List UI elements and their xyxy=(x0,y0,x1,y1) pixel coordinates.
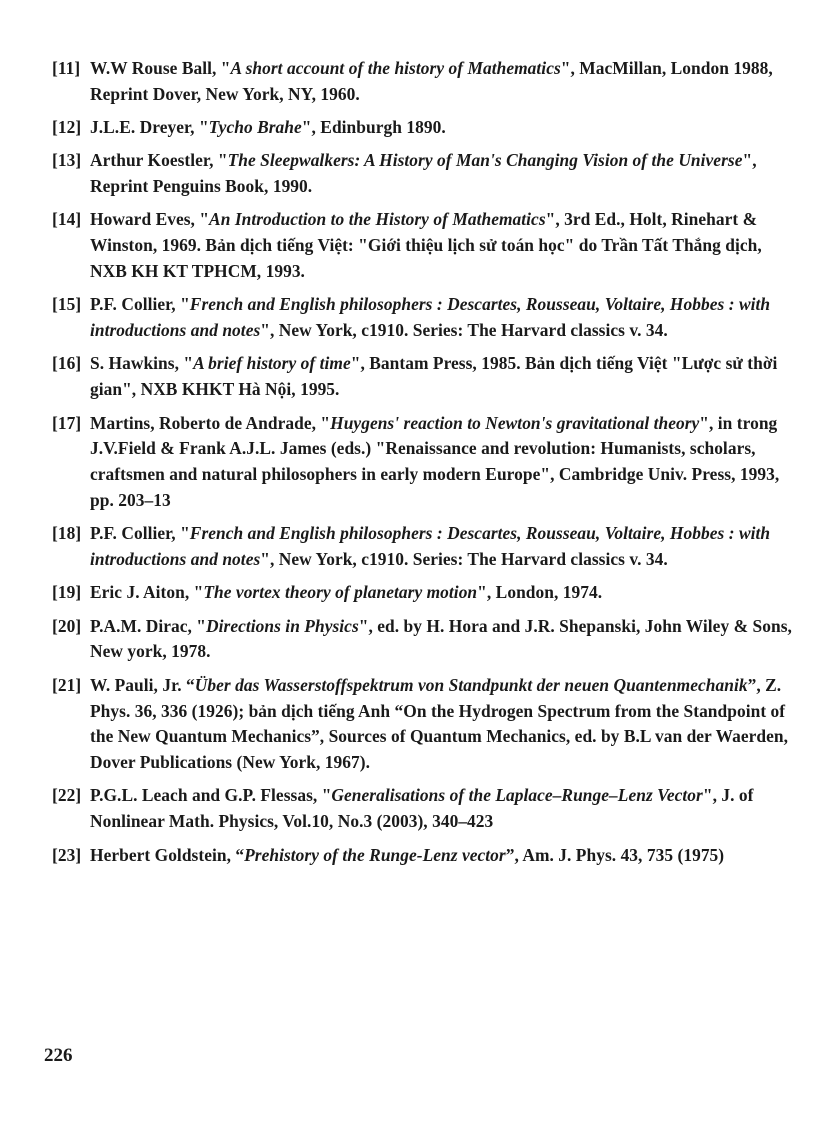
reference-title: The vortex theory of planetary motion xyxy=(203,582,478,603)
page-number: 226 xyxy=(44,1045,73,1066)
reference-item xyxy=(52,56,792,108)
reference-details: ", J. of Nonlinear Math. Physics, Vol.10, No.3 (2003), 340–423 xyxy=(90,785,754,832)
reference-number: [14] xyxy=(52,209,82,230)
reference-authors: W. Pauli, Jr. “ xyxy=(90,674,195,695)
reference-title: A brief history of time xyxy=(193,353,351,374)
reference-item xyxy=(52,580,792,606)
reference-title: French and English philosophers : Descartes, Rousseau, Voltaire, Hobbes : with introductions and notes xyxy=(90,523,771,570)
reference-authors: Herbert Goldstein, “ xyxy=(90,844,245,865)
reference-authors: S. Hawkins, " xyxy=(90,353,194,374)
reference-item xyxy=(52,614,792,666)
reference-details: ", in trong J.V.Field & Frank A.J.L. James (eds.) "Renaissance and revolution: Humanists, scholars, craftsmen and natural philosophers in early modern Europe", Cambridge Univ. Press, 1993, pp. 203–13 xyxy=(90,412,780,510)
reference-item xyxy=(52,411,792,514)
reference-number: [22] xyxy=(52,785,82,806)
reference-authors: Eric J. Aiton, " xyxy=(90,582,204,603)
reference-authors: Howard Eves, " xyxy=(90,209,210,230)
reference-details: ", ed. by H. Hora and J.R. Shepanski, John Wiley & Sons, New york, 1978. xyxy=(90,615,792,662)
reference-details: ", 3rd Ed., Holt, Rinehart & Winston, 1969. Bản dịch tiếng Việt: "Giới thiệu lịch sử toán học" do Trần Tất Thắng dịch, NXB KH KT TPHCM, 1993. xyxy=(90,209,762,282)
reference-title: Tycho Brahe xyxy=(208,117,302,138)
reference-number: [17] xyxy=(52,412,82,433)
reference-details: ", Bantam Press, 1985. Bản dịch tiếng Việt "Lược sử thời gian", NXB KHKT Hà Nội, 1995. xyxy=(90,353,778,400)
reference-title: Directions in Physics xyxy=(206,615,359,636)
reference-authors: J.L.E. Dreyer, " xyxy=(90,117,209,138)
reference-number: [16] xyxy=(52,353,82,374)
reference-authors: Arthur Koestler, " xyxy=(90,150,228,171)
reference-title: French and English philosophers : Descartes, Rousseau, Voltaire, Hobbes : with introductions and notes xyxy=(90,294,771,341)
reference-details: ", New York, c1910. Series: The Harvard classics v. 34. xyxy=(260,549,668,570)
reference-item xyxy=(52,783,792,835)
reference-title: Generalisations of the Laplace–Runge–Lenz Vector xyxy=(331,785,703,806)
reference-details: ”, Am. J. Phys. 43, 735 (1975) xyxy=(505,844,725,865)
reference-title: An Introduction to the History of Mathematics xyxy=(209,209,546,230)
reference-details: ", MacMillan, London 1988, Reprint Dover, New York, NY, 1960. xyxy=(90,58,773,104)
reference-number: [18] xyxy=(52,523,82,544)
reference-authors: P.A.M. Dirac, " xyxy=(90,615,207,636)
reference-item xyxy=(52,521,792,573)
reference-title: Über das Wasserstoffspektrum von Standpunkt der neuen Quantenmechanik xyxy=(194,674,748,695)
reference-number: [19] xyxy=(52,582,82,603)
reference-item xyxy=(52,351,792,403)
reference-item xyxy=(52,292,792,344)
reference-number: [12] xyxy=(52,117,82,138)
reference-list xyxy=(52,56,792,876)
reference-details: ”, Z. Phys. 36, 336 (1926); bản dịch tiếng Anh “On the Hydrogen Spectrum from the Standpoint of the New Quantum Mechanics”, Sources of Quantum Mechanics, ed. by B.L van der Waerden, Dover Publications (New York, 1967). xyxy=(90,674,788,773)
reference-authors: P.F. Collier, " xyxy=(90,523,190,544)
reference-authors: P.G.L. Leach and G.P. Flessas, " xyxy=(90,785,332,806)
reference-details: ", Edinburgh 1890. xyxy=(301,117,446,138)
reference-number: [15] xyxy=(52,294,82,315)
reference-authors: Martins, Roberto de Andrade, " xyxy=(90,412,331,433)
reference-authors: W.W Rouse Ball, " xyxy=(90,58,231,78)
reference-authors: P.F. Collier, " xyxy=(90,294,190,315)
reference-item xyxy=(52,115,792,141)
reference-details: ", Reprint Penguins Book, 1990. xyxy=(90,150,757,197)
reference-item xyxy=(52,843,792,869)
reference-title: Prehistory of the Runge-Lenz vector xyxy=(244,844,506,865)
reference-title: The Sleepwalkers: A History of Man's Changing Vision of the Universe xyxy=(227,150,743,171)
reference-number: [20] xyxy=(52,615,82,636)
reference-details: ", London, 1974. xyxy=(477,582,603,603)
reference-item xyxy=(52,148,792,200)
reference-number: [11] xyxy=(52,58,81,78)
reference-item xyxy=(52,207,792,284)
reference-item xyxy=(52,673,792,776)
reference-number: [23] xyxy=(52,844,82,865)
reference-title: A short account of the history of Mathematics xyxy=(230,58,561,78)
reference-number: [13] xyxy=(52,150,82,171)
reference-details: ", New York, c1910. Series: The Harvard classics v. 34. xyxy=(260,320,668,341)
reference-number: [21] xyxy=(52,674,82,695)
reference-title: Huygens' reaction to Newton's gravitational theory xyxy=(330,412,700,433)
